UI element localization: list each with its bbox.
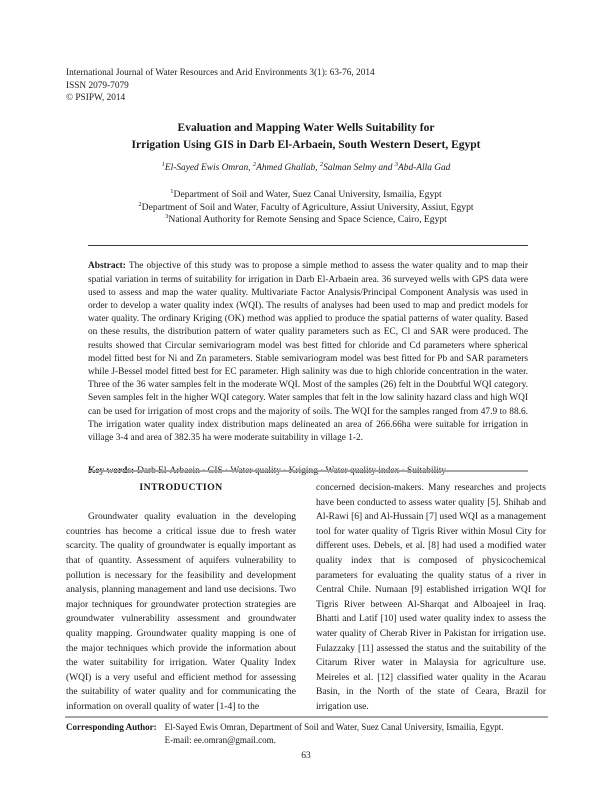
page-title [0,120,612,154]
affiliation-3-text: National Authority for Remote Sensing and Space Science, Cairo, Egypt [168,214,447,226]
affiliation-2 [0,202,612,215]
affiliation-1-mark: 1 [170,187,174,195]
author-2-name: Ahmed Ghallab, [256,163,320,173]
author-4-affiliation-mark: 3 [394,160,399,168]
affiliation-1 [0,189,612,202]
footer-divider [65,716,548,718]
introduction-heading: INTRODUCTION [139,482,223,493]
author-4 [394,160,451,173]
corresponding-author-email: E-mail: ee.omran@gmail.com. [164,734,276,745]
author-3-affiliation-mark: 2 [319,160,324,168]
copyright-line: © PSIPW, 2014 [66,93,126,104]
keywords-bottom-divider [88,470,528,472]
author-line [0,160,612,173]
author-3 [319,160,395,173]
title-line-1: Evaluation and Mapping Water Wells Suitability for [177,122,435,134]
keywords-label: Key words: [88,466,135,477]
abstract-top-divider [88,245,528,246]
corresponding-author-details [165,721,504,746]
right-column [316,481,546,715]
corresponding-author-block [66,721,548,746]
abstract-text: The objective of this study was to propose a simple method to assess the water quality and to map their spatial variation in terms of suitability for irrigation in Darb El-Arbaein area. 36 surveyed wells with GPS data were used to assess and map the water quality. Multivariate Factor Analysis/Principal Component Analysis was used in order to develop a water quality index (WQI). The results of analyses had been used to map and predict models for water quality. The ordinary Kriging (OK) method was applied to produce the spatial patterns of water quality. Based on these results, the distribution pattern of water quality parameters such as EC, Cl and SAR were produced. The results showed that Circular semivariogram model was best fitted for chloride and Cd parameters where spherical model fitted best for Ni and Zn parameters. Stable semivariogram model was best fitted for Pb and SAR parameters while J-Bessel model fitted best for EC parameter. High salinity was due to high chloride concentration in the water. Three of the 36 water samples felt in the moderate WQI. Most of the samples (26) felt in the Doubtful WQI category. Seven samples felt in the higher WQI category. Water samples that felt in the low salinity hazard class and high WQI can be used for irrigation of most crops and the majority of soils. The WQI for the samples ranged from 47.9 to 88.6. The irrigation water quality index distribution maps delineated an area of 266.66ha were suitable for irrigation in village 3-4 and area of 382.35 ha were moderate suitability in village 1-2. [88,261,528,443]
body-columns [66,481,546,715]
affiliations [0,189,612,227]
author-2 [252,160,320,173]
page-number: 63 [301,751,311,761]
keywords-text: Darb El-Arbaein · GIS · Water quality · Kriging · Water quality index · Suitability [137,466,447,477]
author-2-affiliation-mark: 2 [252,160,257,168]
affiliation-2-text: Department of Soil and Water, Faculty of Agriculture, Assiut University, Assiut, Egypt [141,201,474,213]
abstract-label: Abstract: [88,261,126,272]
affiliation-1-text: Department of Soil and Water, Suez Canal University, Ismailia, Egypt [173,189,442,200]
right-column-paragraph: concerned decision-makers. Many researches and projects have been conducted to assess water quality [5]. Shihab and Al-Rawi [6] and Al-Hussain [7] used WQI as a management tool for water quality of Tigris River within Mosul City for different uses. Debels, et al. [8] had used a modified water quality index that is composed of physicochemical parameters for evaluating the quality status of a river in Central Chile. Numaan [9] established irrigation WQI for Tigris River between Al-Sharqat and Alboajeel in Iraq. Bhatti and Latif [10] used water quality index to assess the water quality of Cherab River in Pakistan for irrigation use. Fulazzaky [11] assessed the status and the suitability of the Citarum River water in Malaysia for agriculture use. Meireles et al. [12] classified water quality in the Acarau Basin, in the North of the state of Ceara, Brazil for irrigation use. [316,483,546,712]
corresponding-author-label: Corresponding Author: [66,722,157,732]
left-column [66,481,296,715]
left-column-paragraph: Groundwater quality evaluation in the developing countries has become a critical issue due to fresh water scarcity. The quality of groundwater is equally important as that of quantity. Assessment of aquifers vulnerability to pollution is necessary for the feasibility and development analysis, planning management and land use decisions. Two major techniques for groundwater protection strategies are groundwater vulnerability assessment and groundwater quality mapping. Groundwater quality mapping is one of the major techniques which provide the information about the water suitability for irrigation. Water Quality Index (WQI) is a very useful and efficient method for assessing the suitability of water quality and for communicating the information on overall quality of water [1-4] to the [66,512,296,712]
abstract-paragraph [88,260,528,445]
author-3-name: Salman Selmy and [323,163,395,173]
author-1 [161,160,253,173]
author-1-name: El-Sayed Ewis Omran, [164,163,253,173]
affiliation-2-mark: 2 [138,200,142,208]
journal-line: International Journal of Water Resources and Arid Environments 3(1): 63-76, 2014 [66,68,375,78]
issn-line: ISSN 2079-7079 [66,80,129,91]
title-line-2: Irrigation Using GIS in Darb El-Arbaein, South Western Desert, Egypt [131,139,481,151]
author-1-affiliation-mark: 1 [161,160,165,168]
corresponding-author-text: El-Sayed Ewis Omran, Department of Soil and Water, Suez Canal University, Ismailia, Egypt. [164,722,504,732]
affiliation-3 [0,214,612,227]
author-4-name: Abd-Alla Gad [398,163,451,173]
affiliation-3-mark: 3 [165,213,169,220]
journal-header [66,67,375,105]
